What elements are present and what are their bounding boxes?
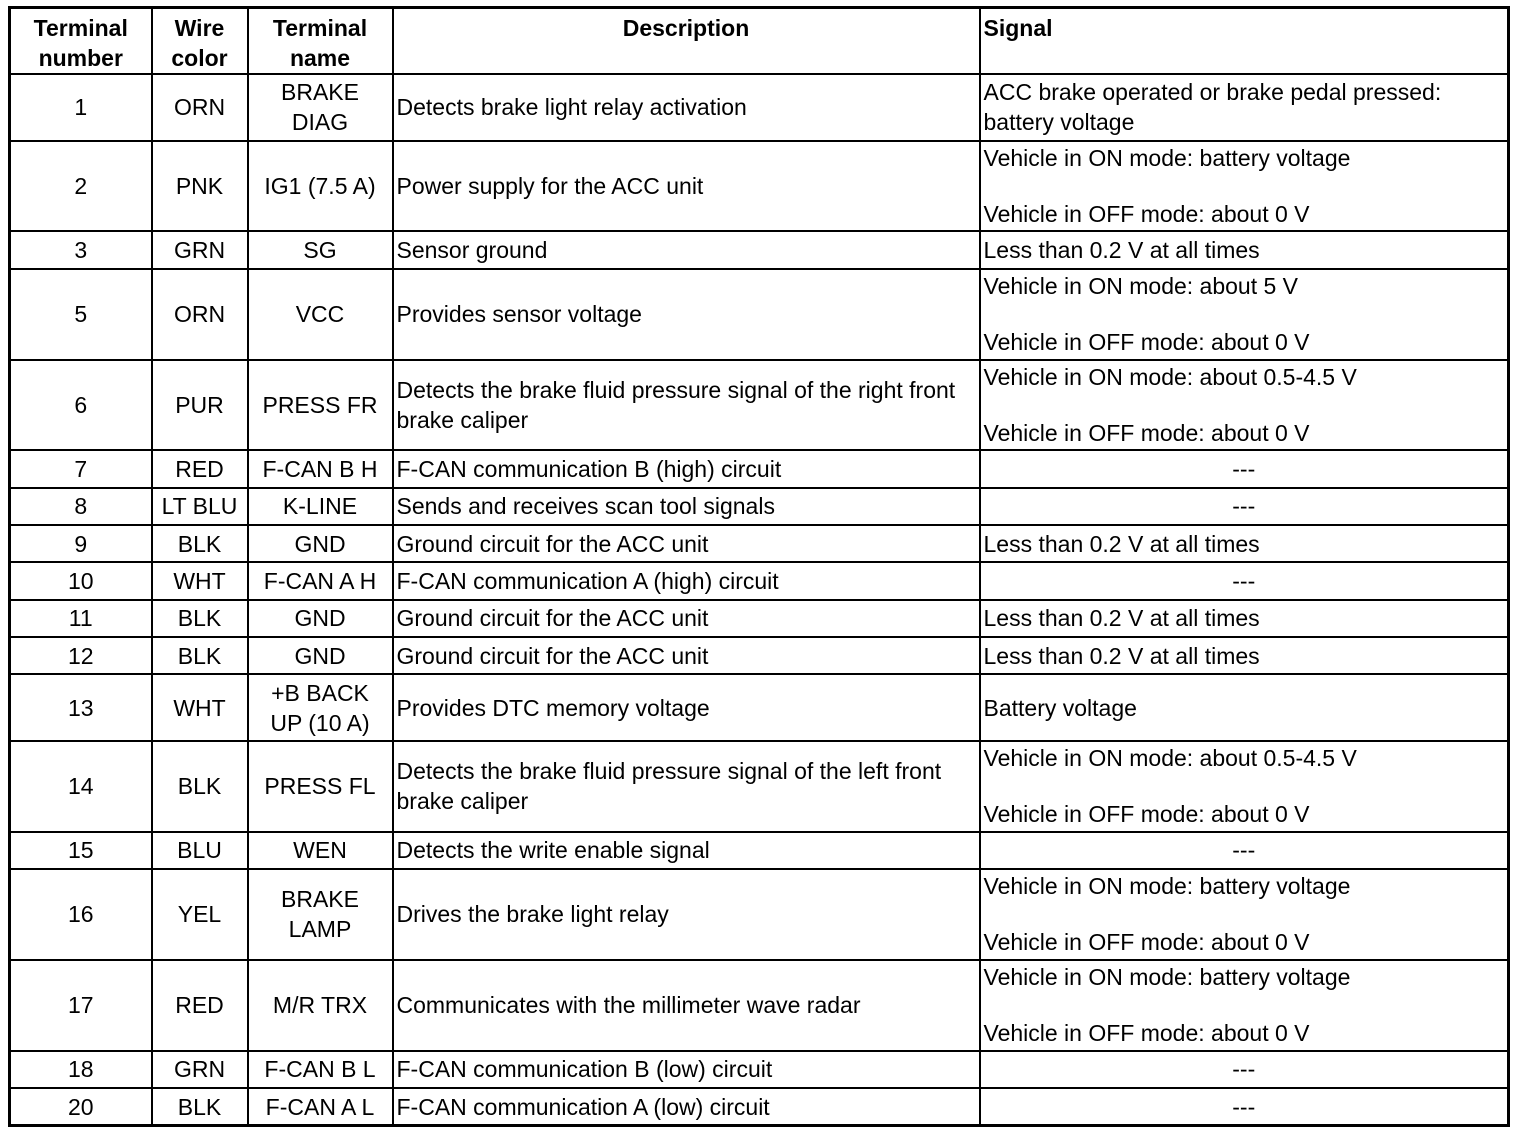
wire-color-cell: BLK [152,600,248,637]
signal-cell [980,74,1509,141]
terminal-name-line: F-CAN A H [263,568,377,594]
table-row [10,141,1509,232]
signal-cell [980,869,1509,960]
terminal-number-cell: 10 [10,562,152,599]
header-description: Description [393,8,980,75]
signal-cell [980,637,1509,674]
terminal-name-line: LAMP [288,916,352,943]
terminal-number-cell: 1 [10,74,152,141]
table-row [10,637,1509,674]
signal-line: battery voltage [983,109,1135,136]
table-row [10,488,1509,525]
terminal-name-cell [248,1051,393,1088]
wire-color-cell: BLK [152,1088,248,1125]
signal-cell: --- [980,488,1509,525]
terminal-name-cell [248,562,393,599]
signal-line: Vehicle in ON mode: battery voltage [983,873,1351,900]
wire-color-cell: GRN [152,231,248,268]
signal-line: Vehicle in OFF mode: about 0 V [983,329,1310,356]
signal-line: Vehicle in ON mode: about 0.5-4.5 V [983,363,1357,390]
terminal-name-line: DIAG [291,109,349,136]
terminal-name-line: +B BACK [271,679,369,706]
signal-line: Less than 0.2 V at all times [983,530,1260,557]
terminal-number-cell: 3 [10,231,152,268]
table-row [10,960,1509,1051]
signal-cell: --- [980,832,1509,869]
wire-color-cell: WHT [152,674,248,741]
terminal-name-cell [248,869,393,960]
signal-line: Less than 0.2 V at all times [983,605,1260,632]
terminal-name-line: PRESS FL [264,773,376,800]
terminal-name-cell [248,450,393,487]
terminal-number-cell: 8 [10,488,152,525]
signal-spacer [984,392,1505,418]
terminal-name-line: PRESS FR [262,391,378,418]
signal-line: Vehicle in OFF mode: about 0 V [983,419,1310,446]
description-cell: F-CAN communication A (low) circuit [393,1088,980,1125]
terminal-number-cell: 13 [10,674,152,741]
signal-line: Battery voltage [983,694,1137,721]
terminal-number-cell: 5 [10,269,152,360]
terminal-name-line: GND [294,605,346,632]
signal-line: Vehicle in OFF mode: about 0 V [983,1020,1310,1047]
table-row [10,869,1509,960]
wire-color-cell: BLK [152,637,248,674]
terminal-name-line: SG [303,237,337,264]
terminal-name-line: GND [294,530,346,557]
signal-line: Less than 0.2 V at all times [983,237,1260,264]
terminal-number-cell: 17 [10,960,152,1051]
wire-color-cell: WHT [152,562,248,599]
table-row [10,269,1509,360]
table-row [10,525,1509,562]
description-cell: Detects the write enable signal [393,832,980,869]
wire-color-cell: GRN [152,1051,248,1088]
signal-line: Vehicle in OFF mode: about 0 V [983,929,1310,956]
header-terminal-name-line-1: Terminal [272,15,368,41]
terminal-name-cell [248,360,393,451]
terminal-name-line: M/R TRX [272,992,368,1019]
table-row [10,1051,1509,1088]
signal-line: Vehicle in ON mode: battery voltage [983,964,1351,991]
terminal-name-cell [248,269,393,360]
description-cell: Power supply for the ACC unit [393,141,980,232]
header-row [10,8,1509,75]
wire-color-cell: RED [152,960,248,1051]
signal-line: Vehicle in OFF mode: about 0 V [983,201,1310,227]
terminal-name-cell [248,74,393,141]
description-cell: Detects brake light relay activation [393,74,980,141]
signal-cell: --- [980,1088,1509,1125]
signal-line: Vehicle in ON mode: about 0.5-4.5 V [983,745,1357,772]
terminal-number-cell: 14 [10,741,152,832]
terminal-name-line: F-CAN A L [265,1093,375,1120]
signal-cell [980,674,1509,741]
signal-cell [980,231,1509,268]
terminal-name-cell [248,674,393,741]
terminal-number-cell: 7 [10,450,152,487]
wire-color-cell: BLK [152,741,248,832]
header-wire-color-line-1: Wire [174,15,225,41]
signal-cell [980,600,1509,637]
terminal-number-cell: 16 [10,869,152,960]
signal-spacer [984,173,1505,199]
signal-cell [980,141,1509,232]
terminal-number-cell: 15 [10,832,152,869]
table-row [10,741,1509,832]
signal-cell: --- [980,562,1509,599]
header-terminal-number [10,8,152,75]
signal-cell [980,960,1509,1051]
description-cell: F-CAN communication A (high) circuit [393,562,980,599]
terminal-name-line: BRAKE [281,886,359,913]
description-cell: Detects the brake fluid pressure signal of the left front brake caliper [393,741,980,832]
description-cell: F-CAN communication B (low) circuit [393,1051,980,1088]
terminal-name-cell [248,141,393,232]
wire-color-cell: PNK [152,141,248,232]
table-row [10,231,1509,268]
signal-cell [980,525,1509,562]
signal-line: Vehicle in ON mode: battery voltage [983,145,1351,171]
signal-spacer [984,901,1505,927]
terminal-name-cell [248,741,393,832]
header-terminal-name-line-2: name [289,45,351,71]
terminal-number-cell: 11 [10,600,152,637]
terminal-number-cell: 18 [10,1051,152,1088]
table-row [10,832,1509,869]
terminal-name-line: IG1 (7.5 A) [264,173,376,199]
table-row [10,674,1509,741]
header-terminal-name [248,8,393,75]
terminal-name-line: GND [294,642,346,669]
signal-line: Vehicle in OFF mode: about 0 V [983,801,1310,828]
terminal-name-line: VCC [295,301,345,328]
table-row [10,600,1509,637]
terminal-name-cell [248,960,393,1051]
signal-line: Less than 0.2 V at all times [983,642,1260,669]
terminal-name-cell [248,832,393,869]
signal-spacer [984,301,1505,327]
terminal-number-cell: 2 [10,141,152,232]
wire-color-cell: ORN [152,269,248,360]
wire-color-cell: BLU [152,832,248,869]
description-cell: Drives the brake light relay [393,869,980,960]
description-cell: Ground circuit for the ACC unit [393,600,980,637]
terminal-name-line: F-CAN B L [264,1056,376,1083]
wire-color-cell: ORN [152,74,248,141]
table-row [10,74,1509,141]
description-cell: Detects the brake fluid pressure signal of the right front brake caliper [393,360,980,451]
terminal-pinout-table [8,6,1510,1127]
signal-line: Vehicle in ON mode: about 5 V [983,273,1299,300]
terminal-name-line: F-CAN B H [262,456,378,483]
description-cell: Provides DTC memory voltage [393,674,980,741]
description-cell: Ground circuit for the ACC unit [393,525,980,562]
terminal-number-cell: 9 [10,525,152,562]
terminal-name-line: WEN [293,837,347,864]
terminal-name-line: UP (10 A) [270,709,370,736]
description-cell: Provides sensor voltage [393,269,980,360]
table-row [10,360,1509,451]
terminal-name-cell [248,525,393,562]
header-wire-color-line-2: color [171,45,228,71]
terminal-name-cell [248,600,393,637]
header-terminal-number-line-2: number [38,45,123,71]
wire-color-cell: RED [152,450,248,487]
table-row [10,450,1509,487]
header-terminal-number-line-1: Terminal [33,15,128,41]
signal-line: ACC brake operated or brake pedal pressed: [983,79,1442,106]
description-cell: Sends and receives scan tool signals [393,488,980,525]
terminal-number-cell: 20 [10,1088,152,1125]
terminal-name-cell [248,488,393,525]
wire-color-cell: YEL [152,869,248,960]
description-cell: F-CAN communication B (high) circuit [393,450,980,487]
table-body [10,74,1509,1126]
terminal-number-cell: 6 [10,360,152,451]
table-row [10,1088,1509,1125]
signal-spacer [984,773,1505,799]
description-cell: Sensor ground [393,231,980,268]
header-signal: Signal [980,8,1509,75]
signal-spacer [984,992,1505,1018]
terminal-number-cell: 12 [10,637,152,674]
signal-cell [980,741,1509,832]
wire-color-cell: BLK [152,525,248,562]
terminal-name-line: BRAKE [281,79,359,106]
terminal-name-cell [248,1088,393,1125]
signal-cell: --- [980,450,1509,487]
description-cell: Ground circuit for the ACC unit [393,637,980,674]
header-wire-color [152,8,248,75]
table-row [10,562,1509,599]
wire-color-cell: PUR [152,360,248,451]
terminal-name-cell [248,231,393,268]
terminal-name-cell [248,637,393,674]
terminal-name-line: K-LINE [282,493,358,520]
description-cell: Communicates with the millimeter wave radar [393,960,980,1051]
signal-cell [980,269,1509,360]
wire-color-cell: LT BLU [152,488,248,525]
signal-cell: --- [980,1051,1509,1088]
signal-cell [980,360,1509,451]
